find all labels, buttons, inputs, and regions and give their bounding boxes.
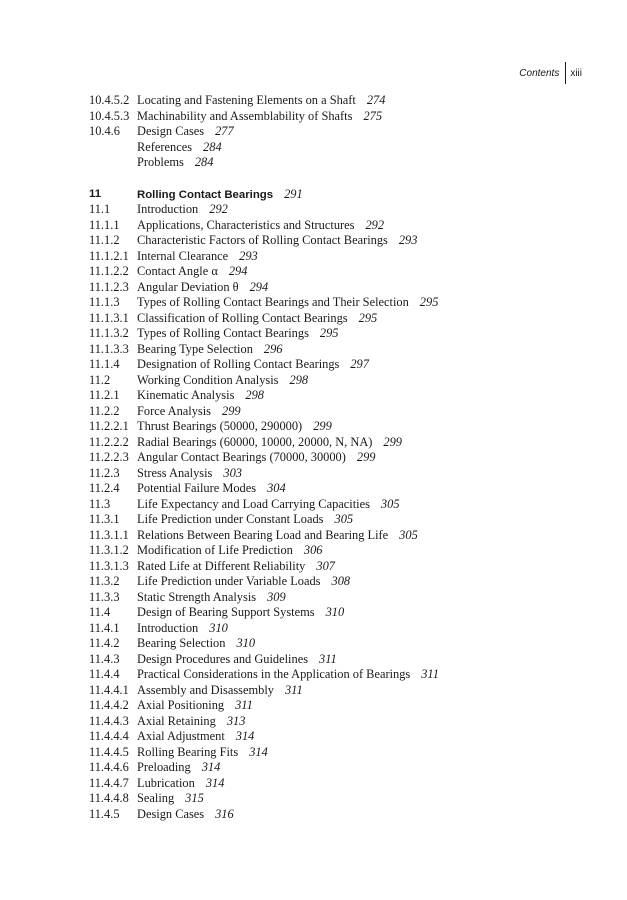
section-number: 10.4.5.2 — [89, 93, 130, 107]
section-title: Rolling Bearing Fits — [137, 744, 239, 759]
section-number: 11.4 — [89, 605, 111, 619]
section-title: Bearing Type Selection — [137, 341, 253, 356]
toc-entry[interactable] — [89, 140, 587, 156]
toc-entry[interactable] — [89, 776, 587, 792]
section-title: Potential Failure Modes — [137, 481, 257, 495]
toc-entry[interactable] — [89, 93, 587, 109]
section-number: 11.1.2 — [89, 233, 120, 247]
page-number: 308 — [331, 574, 351, 588]
section-title: Design Procedures and Guidelines — [137, 651, 309, 666]
page-number: 305 — [380, 496, 400, 511]
page-number: 293 — [398, 233, 418, 247]
section-title-group — [137, 497, 400, 513]
section-title-group — [137, 559, 335, 575]
section-title: Force Analysis — [137, 403, 211, 418]
page-number: 284 — [203, 139, 222, 154]
toc-entry[interactable] — [89, 698, 587, 714]
page-number: 284 — [194, 155, 214, 169]
section-title: Design Cases — [137, 124, 205, 138]
toc-entry[interactable] — [89, 419, 587, 435]
section-title: Rated Life at Different Reliability — [137, 558, 306, 573]
section-title-group — [137, 466, 242, 482]
page-number: 305 — [399, 527, 418, 542]
section-title-group — [137, 791, 204, 807]
section-title: Axial Retaining — [137, 713, 216, 728]
section-number: 11.4.4.6 — [89, 760, 129, 774]
section-title-group — [137, 326, 338, 342]
section-number: 11.2.4 — [89, 481, 120, 495]
section-title-group — [137, 667, 439, 683]
toc-entry[interactable] — [89, 714, 587, 730]
section-number: 11.1.2.2 — [89, 264, 129, 278]
section-title-group — [137, 543, 322, 559]
section-number: 11.2.2.2 — [89, 434, 129, 449]
page-number: 310 — [236, 636, 256, 650]
section-title: Sealing — [137, 791, 175, 805]
section-number: 11.1 — [89, 202, 111, 216]
section-title-group — [137, 342, 283, 358]
toc-entry[interactable] — [89, 264, 587, 280]
toc-entry[interactable] — [89, 590, 587, 606]
section-title: Life Expectancy and Load Carrying Capacities — [137, 496, 370, 511]
page-number: 305 — [334, 512, 354, 526]
toc-entry[interactable] — [89, 760, 587, 776]
section-number: 11.4.4.1 — [89, 682, 129, 697]
section-title: Life Prediction under Variable Loads — [137, 574, 321, 588]
section-title-group — [137, 264, 247, 280]
page-number: 296 — [263, 341, 283, 356]
section-title: Working Condition Analysis — [137, 372, 279, 387]
page-number: 274 — [366, 93, 386, 107]
section-title: Angular Contact Bearings (70000, 30000) — [137, 450, 346, 464]
toc-entry[interactable] — [89, 249, 587, 265]
section-title-group — [137, 450, 375, 466]
section-title: Bearing Selection — [137, 636, 226, 650]
page-number: 314 — [205, 775, 225, 790]
toc-entry[interactable] — [89, 295, 587, 311]
section-number: 11.1.2.1 — [89, 248, 129, 263]
toc-entry[interactable] — [89, 683, 587, 699]
section-number: 11.1.4 — [89, 357, 120, 371]
page-number: 311 — [421, 667, 439, 681]
section-title: Modification of Life Prediction — [137, 543, 293, 557]
section-number: 11.1.1 — [89, 217, 120, 232]
toc-entry[interactable] — [89, 481, 587, 497]
section-title-group — [137, 807, 234, 823]
section-title: Characteristic Factors of Rolling Contact Bearings — [137, 233, 388, 247]
page-number: 314 — [249, 744, 268, 759]
toc-entry[interactable] — [89, 605, 587, 621]
section-title: Assembly and Disassembly — [137, 682, 274, 697]
table-of-contents — [89, 93, 587, 822]
toc-entry[interactable] — [89, 729, 587, 745]
page-number: 298 — [245, 388, 264, 402]
page-number: 295 — [419, 295, 439, 309]
section-number: 11.4.5 — [89, 806, 120, 821]
section-number: 11.3.1.2 — [89, 543, 129, 557]
section-number: 11.1.2.3 — [89, 279, 129, 294]
toc-entry[interactable] — [89, 326, 587, 342]
page-number: 299 — [313, 419, 332, 433]
toc-entry[interactable] — [89, 807, 587, 823]
section-number: 11.4.2 — [89, 636, 120, 650]
page-number: 299 — [356, 450, 376, 464]
section-number: 11.4.4 — [89, 667, 120, 681]
section-title-group — [137, 93, 385, 109]
toc-entry[interactable] — [89, 435, 587, 451]
toc-chapter-entry[interactable] — [89, 187, 587, 203]
section-title: Static Strength Analysis — [137, 589, 257, 604]
page-number: 297 — [350, 357, 369, 371]
section-number: 11.4.1 — [89, 620, 120, 635]
section-title-group — [137, 621, 228, 637]
section-title-group — [137, 202, 228, 218]
section-title: Types of Rolling Contact Bearings and Their Selection — [137, 295, 409, 309]
section-number: 11.4.4.5 — [89, 744, 129, 759]
section-title: Classification of Rolling Contact Bearings — [137, 310, 348, 325]
section-title-group — [137, 683, 303, 699]
section-title-group — [137, 574, 350, 590]
section-number: 11.1.3 — [89, 295, 120, 309]
section-title-group — [137, 109, 382, 125]
section-title: Life Prediction under Constant Loads — [137, 512, 324, 526]
section-number: 11.2 — [89, 372, 111, 387]
page-number: 292 — [209, 202, 228, 216]
section-number: 11.3 — [89, 496, 111, 511]
section-title: Rolling Contact Bearings — [137, 188, 274, 201]
page-number: 299 — [222, 403, 241, 418]
page-number: 275 — [363, 108, 383, 123]
section-title-group — [137, 187, 303, 204]
section-title-group — [137, 745, 268, 761]
section-title-group — [137, 776, 224, 792]
section-number: 11.4.4.3 — [89, 713, 129, 728]
section-number: 11.1.3.3 — [89, 341, 129, 356]
section-title-group — [137, 311, 377, 327]
section-number: 11.4.4.2 — [89, 698, 129, 712]
section-title: Introduction — [137, 202, 199, 216]
page-number: 299 — [383, 434, 402, 449]
page-number: 314 — [201, 760, 221, 774]
page-number: 295 — [319, 326, 339, 340]
toc-entry[interactable] — [89, 109, 587, 125]
section-title: Stress Analysis — [137, 465, 213, 480]
page-number: 314 — [235, 729, 255, 743]
section-number: 11.2.2 — [89, 403, 120, 418]
section-number: 11.2.1 — [89, 388, 120, 402]
section-title-group — [137, 528, 418, 544]
section-title-group — [137, 218, 384, 234]
page-number: 291 — [284, 186, 303, 201]
section-title: Locating and Fastening Elements on a Shaft — [137, 93, 356, 107]
toc-entry[interactable] — [89, 280, 587, 296]
toc-entry[interactable] — [89, 512, 587, 528]
section-number: 11.2.2.1 — [89, 419, 129, 433]
page-number: 310 — [325, 605, 345, 619]
toc-entry[interactable] — [89, 155, 587, 171]
section-title: References — [137, 139, 193, 154]
section-title-group — [137, 698, 253, 714]
section-title-group — [137, 373, 308, 389]
section-title: Kinematic Analysis — [137, 388, 235, 402]
page-number: 311 — [235, 698, 253, 712]
section-title: Design of Bearing Support Systems — [137, 605, 315, 619]
page-number: 313 — [226, 713, 246, 728]
section-number: 10.4.5.3 — [89, 108, 130, 123]
toc-entry[interactable] — [89, 745, 587, 761]
section-title-group — [137, 124, 234, 140]
toc-entry[interactable] — [89, 652, 587, 668]
section-title-group — [137, 140, 222, 156]
toc-entry[interactable] — [89, 342, 587, 358]
section-title: Problems — [137, 155, 184, 169]
page-number: 277 — [215, 124, 234, 138]
page-number: 311 — [284, 682, 303, 697]
section-title: Radial Bearings (60000, 10000, 20000, N, NA) — [137, 434, 373, 449]
section-title-group — [137, 357, 369, 373]
page-number: 294 — [249, 279, 269, 294]
section-title-group — [137, 512, 353, 528]
section-title-group — [137, 419, 332, 435]
section-number: 11.3.2 — [89, 574, 120, 588]
running-header — [519, 62, 582, 84]
page-number: 294 — [228, 264, 248, 278]
section-title-group — [137, 760, 220, 776]
toc-entry[interactable] — [89, 124, 587, 140]
section-title: Practical Considerations in the Application of Bearings — [137, 667, 411, 681]
toc-entry[interactable] — [89, 404, 587, 420]
toc-entry[interactable] — [89, 373, 587, 389]
section-title: Machinability and Assemblability of Shafts — [137, 108, 353, 123]
toc-entry[interactable] — [89, 574, 587, 590]
page-number: 304 — [267, 481, 286, 495]
section-title-group — [137, 652, 337, 668]
page-number: 298 — [289, 372, 309, 387]
section-number: 11.4.4.7 — [89, 775, 129, 790]
section-title: Thrust Bearings (50000, 290000) — [137, 419, 303, 433]
section-title-group — [137, 388, 264, 404]
section-number: 11.3.1.3 — [89, 558, 129, 573]
section-title: Contact Angle α — [137, 264, 218, 278]
section-number: 11.3.3 — [89, 589, 120, 604]
page-number: 309 — [267, 589, 286, 604]
toc-entry[interactable] — [89, 559, 587, 575]
section-title-group — [137, 155, 213, 171]
page-number: 311 — [319, 651, 337, 666]
page-number: 307 — [316, 558, 335, 573]
page-number: 293 — [239, 248, 258, 263]
toc-entry[interactable] — [89, 528, 587, 544]
toc-entry[interactable] — [89, 636, 587, 652]
section-title-group — [137, 249, 258, 265]
section-title-group — [137, 714, 245, 730]
toc-entry[interactable] — [89, 497, 587, 513]
section-title-group — [137, 435, 402, 451]
page-number: 310 — [209, 620, 228, 635]
section-title-group — [137, 404, 241, 420]
page-number: 295 — [358, 310, 378, 325]
section-title-group — [137, 233, 417, 249]
toc-entry[interactable] — [89, 202, 587, 218]
section-title: Types of Rolling Contact Bearings — [137, 326, 309, 340]
section-title-group — [137, 590, 286, 606]
header-page-number: xiii — [570, 67, 582, 79]
section-title: Angular Deviation θ — [137, 279, 239, 294]
toc-entry[interactable] — [89, 311, 587, 327]
section-number: 11.1.3.1 — [89, 310, 129, 325]
section-title: Axial Adjustment — [137, 729, 225, 743]
section-title-group — [137, 295, 438, 311]
section-title: Design Cases — [137, 806, 205, 821]
section-number: 11.4.4.4 — [89, 729, 129, 743]
section-title: Designation of Rolling Contact Bearings — [137, 357, 340, 371]
page-number: 316 — [215, 806, 234, 821]
section-title-group — [137, 636, 255, 652]
section-number: 11.1.3.2 — [89, 326, 129, 340]
section-number: 11.3.1 — [89, 512, 120, 526]
toc-entry[interactable] — [89, 218, 587, 234]
section-number: 11.3.1.1 — [89, 527, 129, 542]
page-number: 306 — [303, 543, 323, 557]
page-number: 303 — [223, 465, 242, 480]
section-title-group — [137, 481, 286, 497]
page-number: 315 — [185, 791, 204, 805]
toc-entry[interactable] — [89, 466, 587, 482]
section-title: Lubrication — [137, 775, 195, 790]
section-title: Internal Clearance — [137, 248, 229, 263]
section-title-group — [137, 729, 254, 745]
toc-entry[interactable] — [89, 621, 587, 637]
toc-entry[interactable] — [89, 791, 587, 807]
toc-entry[interactable] — [89, 357, 587, 373]
section-title: Preloading — [137, 760, 191, 774]
page-number: 292 — [365, 217, 385, 232]
section-title: Introduction — [137, 620, 199, 635]
section-title-group — [137, 280, 268, 296]
section-title-group — [137, 605, 344, 621]
section-number: 11.4.4.8 — [89, 791, 129, 805]
toc-entry[interactable] — [89, 543, 587, 559]
section-number: 11 — [89, 187, 102, 200]
section-title: Axial Positioning — [137, 698, 225, 712]
section-number: 11.4.3 — [89, 651, 120, 666]
section-title: Relations Between Bearing Load and Bearing Life — [137, 527, 389, 542]
section-number: 10.4.6 — [89, 124, 120, 138]
toc-entry[interactable] — [89, 388, 587, 404]
section-number: 11.2.2.3 — [89, 450, 129, 464]
section-title: Applications, Characteristics and Structures — [137, 217, 355, 232]
header-label: Contents — [519, 67, 560, 79]
toc-entry[interactable] — [89, 233, 587, 249]
section-number: 11.2.3 — [89, 465, 120, 480]
toc-entry[interactable] — [89, 667, 587, 683]
toc-entry[interactable] — [89, 450, 587, 466]
